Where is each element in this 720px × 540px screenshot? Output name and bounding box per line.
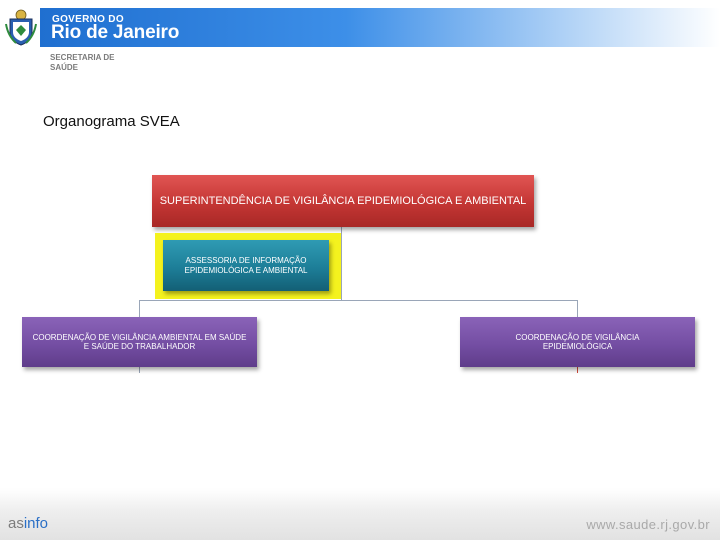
- secretariat-label-line2: SAÚDE: [50, 63, 79, 72]
- footer-url: www.saude.rj.gov.br: [586, 517, 710, 532]
- asinfo-logo: [8, 515, 48, 532]
- epidemiological-coordination-box: COORDENAÇÃO DE VIGILÂNCIA EPIDEMIOLÓGICA: [460, 317, 695, 367]
- state-name: Rio de Janeiro: [51, 22, 180, 43]
- logo-part-info: info: [23, 515, 49, 532]
- connector-left-drop: [139, 300, 140, 317]
- footer-band: [0, 488, 720, 540]
- connector-left-tail: [139, 367, 140, 373]
- advisory-box: ASSESSORIA DE INFORMAÇÃO EPIDEMIOLÓGICA E AMBIENTAL: [163, 240, 329, 291]
- logo-part-as: as: [8, 515, 24, 532]
- government-label: GOVERNO DO: [52, 14, 124, 25]
- connector-right-drop: [577, 300, 578, 317]
- superintendency-box: SUPERINTENDÊNCIA DE VIGILÂNCIA EPIDEMIOLÓGICA E AMBIENTAL: [152, 175, 534, 227]
- page-title: Organograma SVEA: [43, 113, 180, 130]
- connector-vertical-main: [341, 227, 342, 300]
- state-coat-of-arms-icon: [4, 6, 38, 48]
- environmental-coordination-box: COORDENAÇÃO DE VIGILÂNCIA AMBIENTAL EM SAÚDE E SAÚDE DO TRABALHADOR: [22, 317, 257, 367]
- connector-right-tail: [577, 367, 578, 373]
- secretariat-label-line1: SECRETARIA DE: [50, 53, 115, 62]
- connector-horizontal: [139, 300, 578, 301]
